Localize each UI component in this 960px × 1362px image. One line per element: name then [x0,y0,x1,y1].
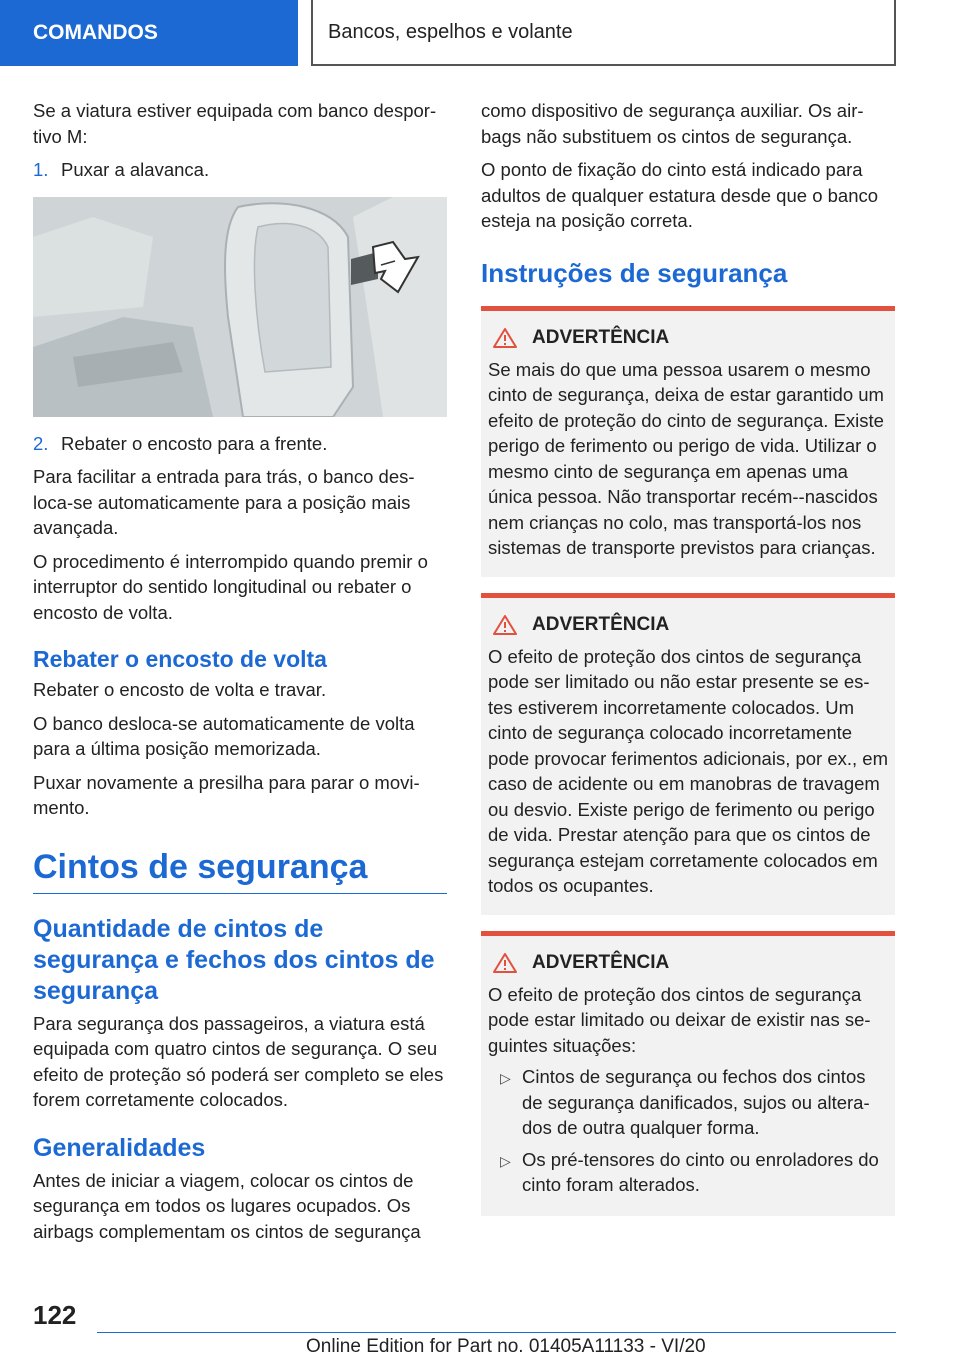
heading-quantidade: Quantidade de cintos de segurança e fechos dos cintos de segurança [33,914,435,1005]
warning-text: O efeito de proteção dos cintos de segurança pode ser limitado ou não estar presente se estes estiverem incorretamente colocados. Um cinto de segurança colocado incorretamente pode provocar ferimentos adicionais, por ex., em caso de acidente ou em manobras de travagem ou desvio. Existe perigo de ferimento ou perigo de vida. Prestar atenção para que os cintos de segurança estejam corretamente colocados em todos os ocupantes. [488,645,889,896]
step-text: Puxar a alavanca. [61,159,210,180]
right-column [481,98,895,1232]
step-number: 1. [33,159,49,180]
warning-header [488,614,888,636]
warning-triangle-icon [492,327,518,349]
warning-triangle-icon [492,614,518,636]
footer-divider [97,1332,896,1333]
seat-photo-illustration [33,197,447,417]
step-number: 2. [33,432,49,454]
list-item [500,1064,888,1141]
paragraph: O procedimento é interrompido quando premir o interruptor do sentido longitudinal ou rebater o encosto de volta. [33,550,428,623]
warning-box [481,931,895,1216]
heading-rebater: Rebater o encosto de volta [33,646,327,672]
heading-cintos: Cintos de segurança [33,847,447,894]
step-item [33,157,447,183]
page-number: 122 [33,1300,77,1330]
warning-title: ADVERTÊNCIA [532,951,670,973]
warning-text: Se mais do que uma pessoa usarem o mesmo cinto de segurança, deixa de estar garantido um efeito de proteção do cinto de segurança. Existe perigo de ferimento ou perigo de vida. Utilizar o mesmo cinto de segurança em apenas uma única pessoa. Não transportar recém--nascidos nem crianças no colo, mas transportá-los nos sistemas de transporte previstos para crianças. [488,358,884,558]
warning-text: O efeito de proteção dos cintos de segurança pode estar limitado ou deixar de existir nas seguintes situações: [488,983,871,1056]
footer-edition: Online Edition for Part no. 01405A11133 - VI/20 [306,1336,706,1357]
paragraph: como dispositivo de segurança auxiliar. Os airbags não substituem os cintos de segurança. [481,100,864,147]
section-tab: COMANDOS [0,0,298,66]
step-text: Rebater o encosto para a frente. [61,432,328,454]
warning-triangle-icon [492,952,518,974]
bullet-triangle-icon: ▷ [500,1070,511,1086]
warning-header [488,952,888,974]
warning-title: ADVERTÊNCIA [532,613,670,635]
intro-text: Se a viatura estiver equipada com banco desportivo M: [33,100,437,147]
warning-box [481,306,895,577]
seat-lever-photo [33,197,447,417]
bullet-triangle-icon: ▷ [500,1152,511,1169]
page-header-title: Bancos, espelhos e volante [311,0,896,66]
left-column [33,98,447,1252]
paragraph: O banco desloca-se automaticamente de volta para a última posição memorizada. [33,712,415,759]
list-item [500,1147,888,1198]
warning-header [488,327,888,349]
warning-title: ADVERTÊNCIA [532,326,670,348]
paragraph: Rebater o encosto de volta e travar. [33,679,327,700]
heading-instrucoes: Instruções de segurança [481,257,788,288]
list-item-text: Cintos de segurança ou fechos dos cintos de segurança danificados, sujos ou alterados de outra qualquer forma. [522,1066,870,1138]
heading-generalidades: Generalidades [33,1133,206,1162]
step-item [33,431,447,457]
paragraph: Para facilitar a entrada para trás, o banco desloca-se automaticamente para a posição mais avançada. [33,466,415,538]
paragraph: Puxar novamente a presilha para parar o movimento. [33,771,420,818]
paragraph: O ponto de fixação do cinto está indicado para adultos de qualquer estatura desde que o banco esteja na posição correta. [481,159,879,231]
warning-box [481,593,895,915]
paragraph: Antes de iniciar a viagem, colocar os cintos de segurança em todos os lugares ocupados. Os airbags complementam os cintos de segurança [33,1169,421,1242]
list-item-text: Os pré-tensores do cinto ou enroladores do cinto foram alterados. [522,1148,879,1195]
paragraph: Para segurança dos passageiros, a viatura está equipada com quatro cintos de segurança. O seu efeito de proteção só poderá ser completo se eles forem corretamente colocados. [33,1012,444,1110]
